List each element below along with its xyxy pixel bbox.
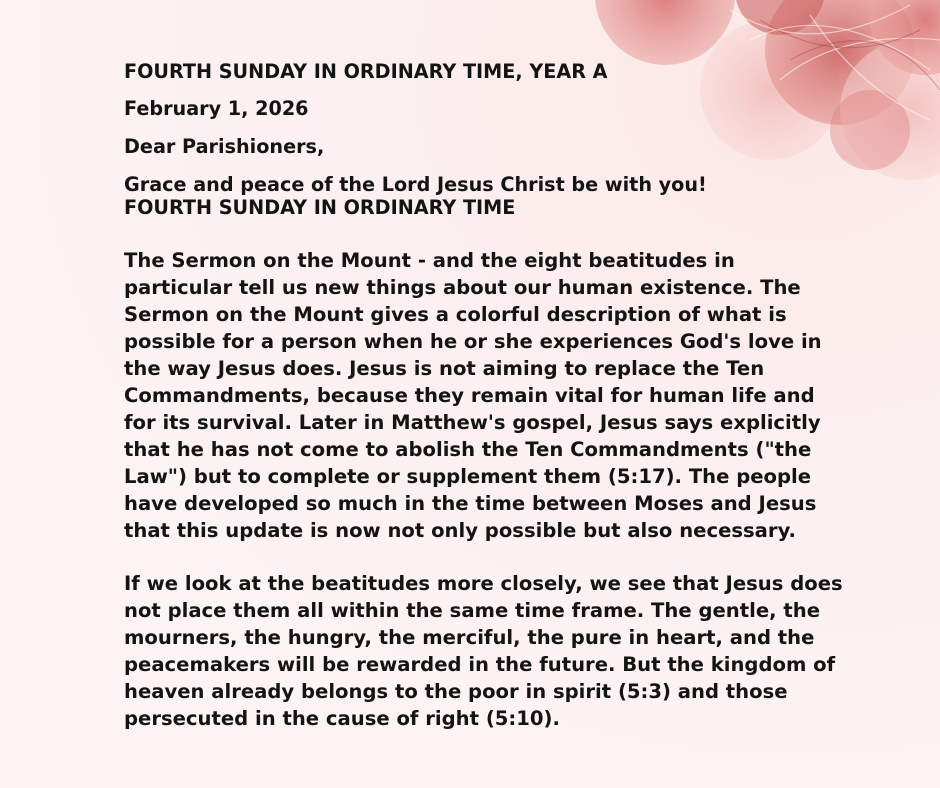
paragraph-line: Sermon on the Mount gives a colorful description of what is [124, 303, 787, 326]
paragraph-line: mourners, the hungry, the merciful, the pure in heart, and the [124, 626, 815, 649]
paragraph-line: that this update is now not only possible but also necessary. [124, 519, 796, 542]
letter-subheading: FOURTH SUNDAY IN ORDINARY TIME [124, 196, 516, 219]
letter [124, 58, 843, 732]
paragraph-line: peacemakers will be rewarded in the future. But the kingdom of [124, 653, 836, 676]
paragraph-line: the way Jesus does. Jesus is not aiming to replace the Ten [124, 357, 765, 380]
paragraph-line: for its survival. Later in Matthew's gospel, Jesus says explicitly [124, 411, 821, 434]
letter-salutation: Dear Parishioners, [124, 135, 325, 158]
paragraph-line: particular tell us new things about our human existence. The [124, 276, 801, 299]
paragraph-line: If we look at the beatitudes more closely, we see that Jesus does [124, 572, 843, 595]
letter-greeting: Grace and peace of the Lord Jesus Christ be with you! [124, 173, 707, 196]
paragraph-line: possible for a person when he or she experiences God's love in [124, 330, 822, 353]
paragraph-line: Law") but to complete or supplement them (5:17). The people [124, 465, 812, 488]
letter-date: February 1, 2026 [124, 97, 309, 120]
paragraph-line: The Sermon on the Mount - and the eight beatitudes in [124, 249, 735, 272]
paragraph-line: have developed so much in the time between Moses and Jesus [124, 492, 817, 515]
paragraph-line: Commandments, because they remain vital for human life and [124, 384, 815, 407]
paragraph-line: persecuted in the cause of right (5:10). [124, 707, 560, 730]
paragraph-line: heaven already belongs to the poor in spirit (5:3) and those [124, 680, 788, 703]
paragraph-1 [124, 247, 824, 544]
paragraph-line: that he has not come to abolish the Ten Commandments ("the [124, 438, 812, 461]
paragraph-line: not place them all within the same time frame. The gentle, the [124, 599, 820, 622]
paragraph-2 [124, 570, 843, 732]
letter-heading: FOURTH SUNDAY IN ORDINARY TIME, YEAR A [124, 60, 608, 83]
